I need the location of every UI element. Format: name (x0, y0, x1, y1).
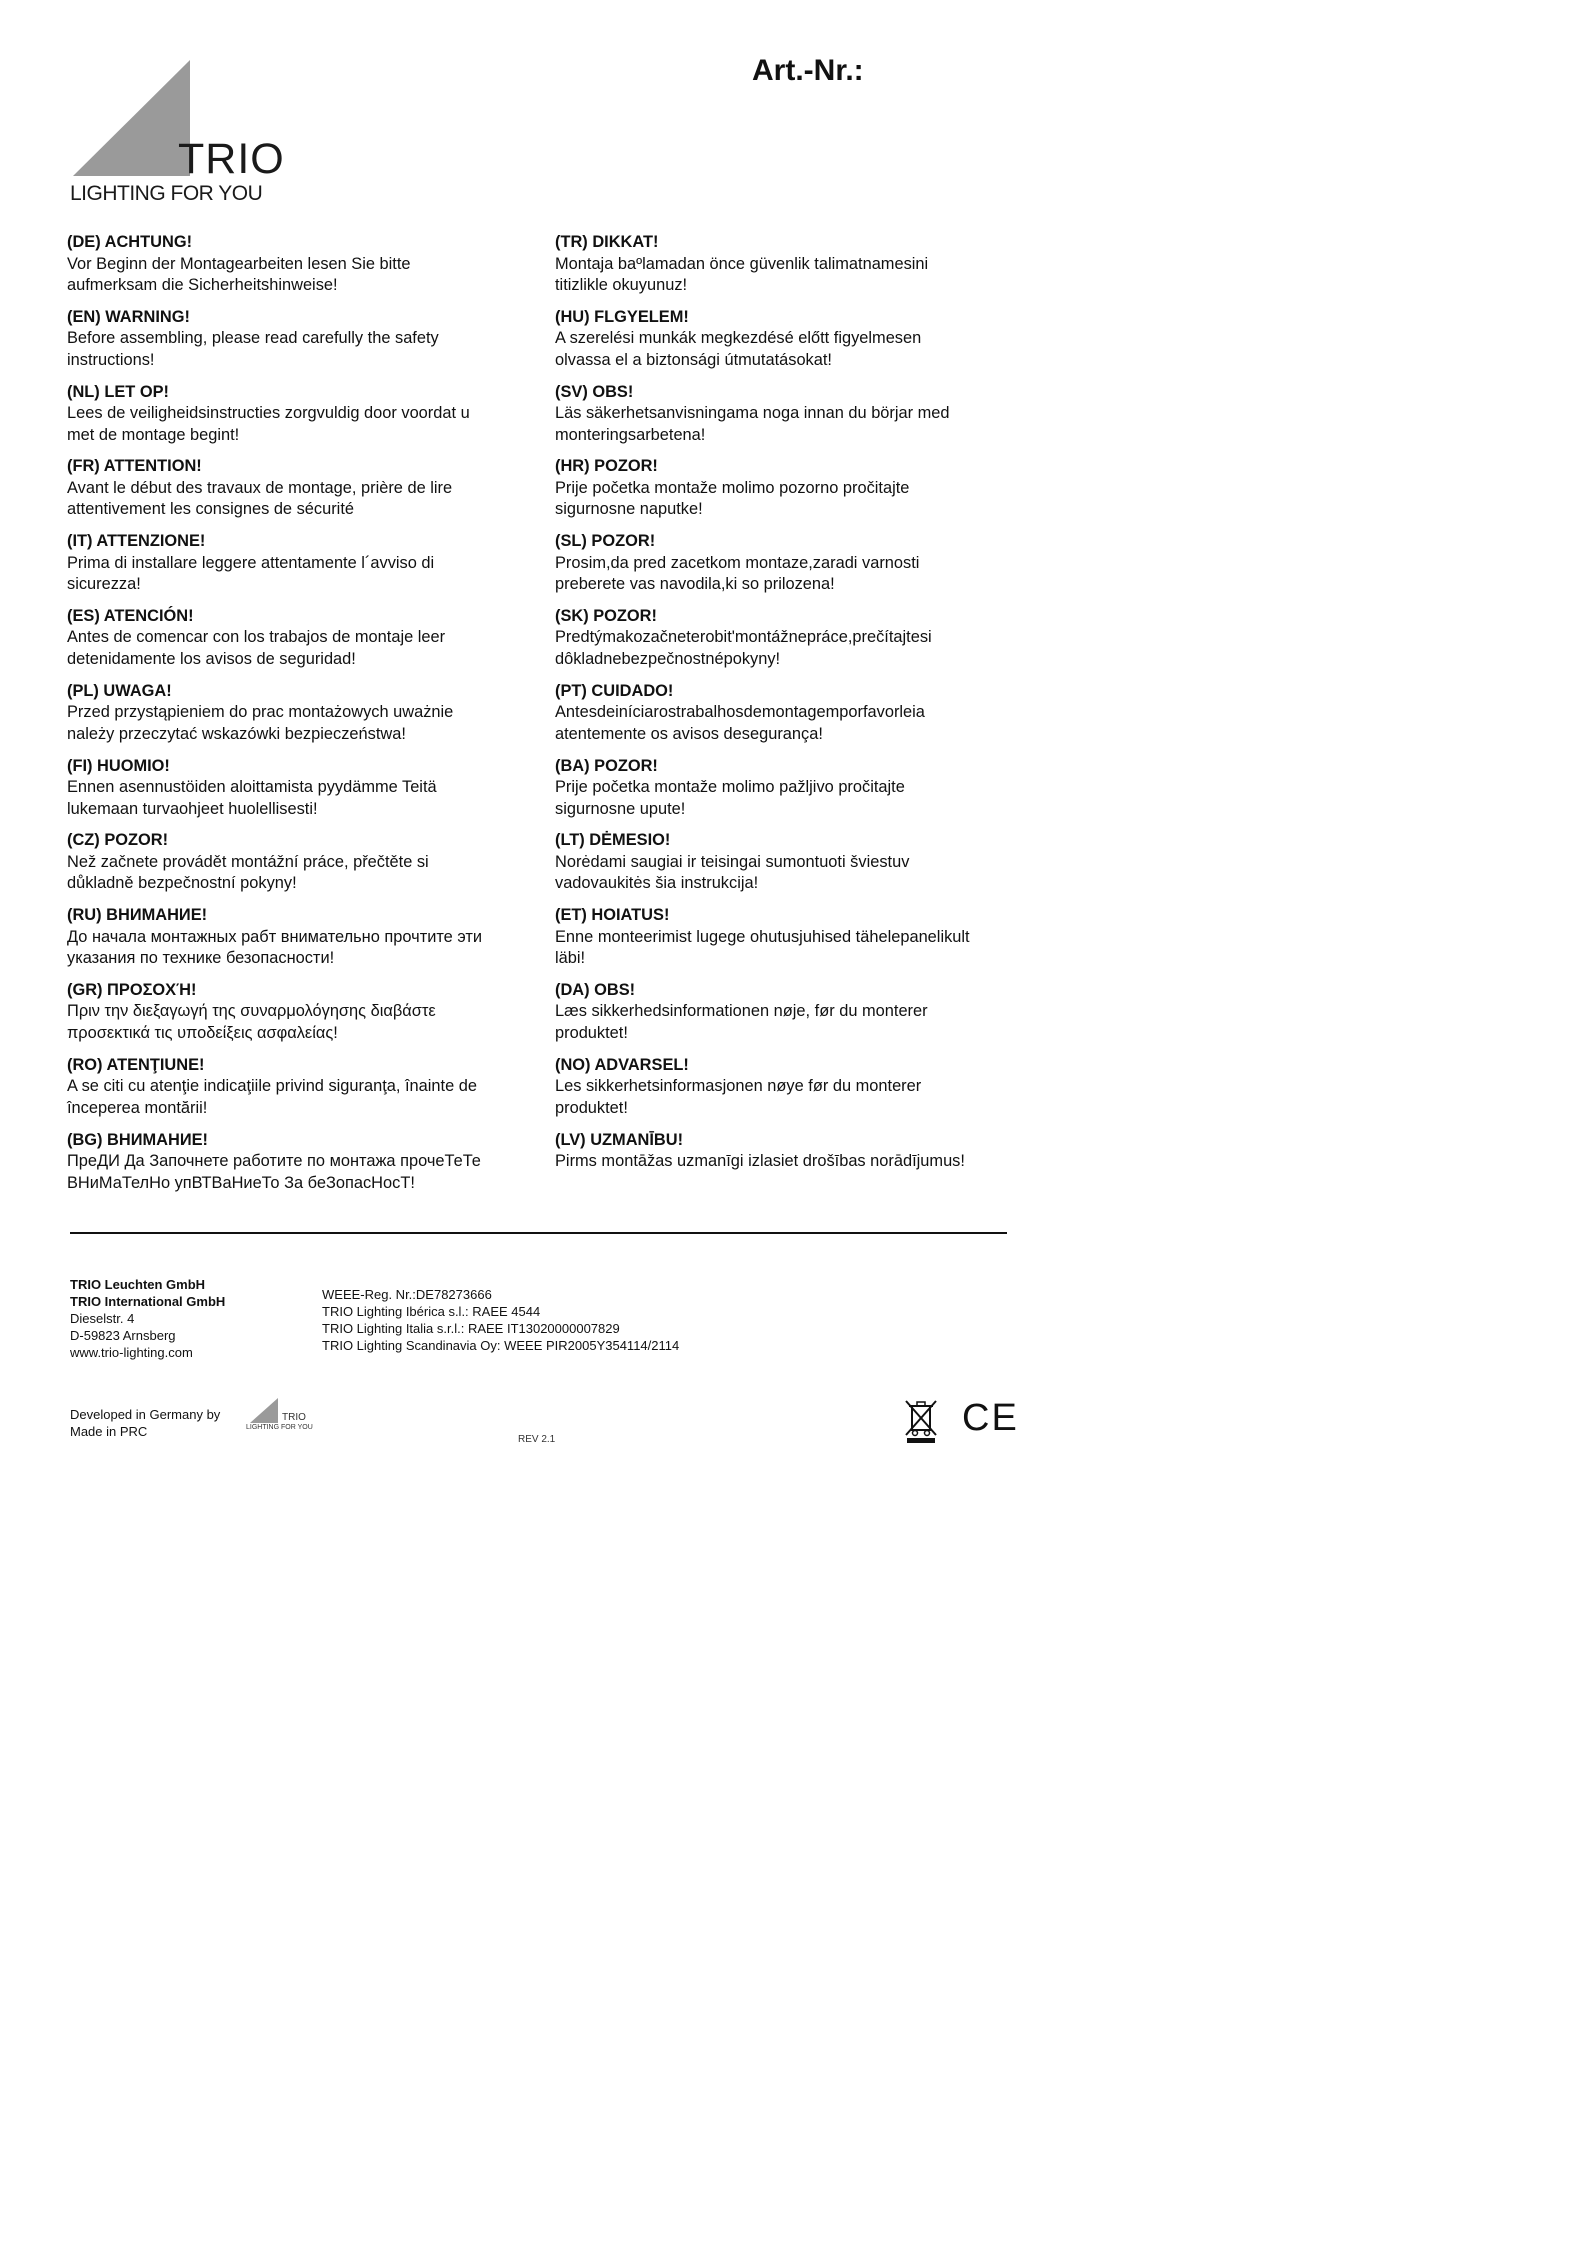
warning-heading: (LV) UZMANĪBU! (555, 1130, 684, 1149)
mini-logo-wordmark: TRIO (282, 1412, 306, 1423)
trio-logo (70, 58, 290, 208)
warning-text: Les sikkerhetsinformasjonen nøye før du monterer (555, 1077, 922, 1096)
warning-text: läbi! (555, 949, 586, 968)
warning-text: Pirms montāžas uzmanīgi izlasiet drošības norādījumus! (555, 1152, 965, 1171)
warning-text: met de montage begint! (67, 425, 240, 444)
warning-cz (67, 830, 537, 905)
warning-heading: (IT) ATTENZIONE! (67, 532, 206, 551)
warning-fr (67, 456, 537, 531)
warning-ru (67, 905, 537, 980)
warning-text: Ennen asennustöiden aloittamista pyydämme Teitä (67, 778, 437, 797)
warning-lv (555, 1130, 1025, 1205)
warning-heading: (RO) ATENŢIUNE! (67, 1055, 205, 1074)
warning-text: vadovaukitės šia instrukcija! (555, 874, 759, 893)
warning-heading: (GR) ΠΡΟΣΟΧΉ! (67, 980, 197, 999)
weee-line: TRIO Lighting Ibérica s.l.: RAEE 4544 (322, 1304, 541, 1319)
warning-text: указания по технике безопасности! (67, 949, 335, 968)
warning-text: începerea montării! (67, 1098, 208, 1117)
warning-es (67, 606, 537, 681)
warning-heading: (PL) UWAGA! (67, 681, 172, 700)
mini-trio-logo (246, 1396, 313, 1432)
warning-lt (555, 830, 1025, 905)
company-address (70, 1276, 225, 1361)
warning-text: Norėdami saugiai ir teisingai sumontuoti šviestuv (555, 852, 910, 871)
weee-line: WEEE-Reg. Nr.:DE78273666 (322, 1287, 492, 1302)
warning-tr (555, 232, 1025, 307)
warning-text: Przed przystąpieniem do prac montażowych uważnie (67, 703, 454, 722)
warning-et (555, 905, 1025, 980)
warning-text: Prije početka montaže molimo pozorno pročitajte (555, 478, 910, 497)
warning-heading: (ET) HOIATUS! (555, 906, 670, 925)
warning-heading: (ES) ATENCIÓN! (67, 606, 194, 625)
warning-text: produktet! (555, 1023, 628, 1042)
warning-text: Vor Beginn der Montagearbeiten lesen Sie bitte (67, 254, 411, 273)
made-in: Made in PRC (70, 1424, 148, 1439)
warning-da (555, 980, 1025, 1055)
warning-text: lukemaan turvaohjeet huolellisesti! (67, 799, 318, 818)
warning-pt (555, 681, 1025, 756)
mini-logo-tagline: LIGHTING FOR YOU (246, 1424, 313, 1431)
warning-heading: (TR) DIKKAT! (555, 233, 659, 251)
warning-text: προσεκτικά τις υποδείξεις ασφαλείας! (67, 1023, 338, 1042)
origin-info (70, 1406, 220, 1440)
weee-line: TRIO Lighting Italia s.r.l.: RAEE IT13020000007829 (322, 1321, 620, 1336)
warning-text: Prije početka montaže molimo pažljivo pročitajte (555, 778, 905, 797)
warning-text: A se citi cu atenţie indicaţiile privind siguranţa, înainte de (67, 1077, 478, 1096)
warning-text: attentivement les consignes de sécurité (67, 500, 354, 519)
crossed-bin-icon (902, 1398, 942, 1444)
warning-text: Læs sikkerhedsinformationen nøje, før du monterer (555, 1002, 928, 1021)
warning-heading: (LT) DĖMESIO! (555, 831, 671, 850)
warnings-right-column (555, 232, 1025, 1204)
warning-text: Antesdeiníciarostrabalhosdemontagemporfavorleia (555, 703, 925, 722)
warning-fi (67, 756, 537, 831)
warning-sk (555, 606, 1025, 681)
warning-text: Before assembling, please read carefully the safety (67, 329, 439, 348)
warning-bg (67, 1130, 537, 1205)
warning-text: produktet! (555, 1098, 628, 1117)
warning-text: A szerelési munkák megkezdésé előtt figyelmesen (555, 329, 922, 348)
company-website: www.trio-lighting.com (70, 1345, 193, 1360)
article-number-label: Art.-Nr.: (752, 54, 864, 87)
warning-nl (67, 382, 537, 457)
logo-tagline: LIGHTING FOR YOU (70, 182, 263, 205)
warning-text: ВНиМаТелНо упВТВаНиеТо За беЗопасНосТ! (67, 1173, 415, 1192)
warning-heading: (NL) LET OP! (67, 382, 169, 401)
warning-de (67, 232, 537, 307)
warning-text: atentemente os avisos desegurança! (555, 724, 823, 743)
warning-ro (67, 1055, 537, 1130)
warning-text: Antes de comenсar con los trabajos de montaje leer (67, 628, 446, 647)
warnings-left-column (67, 232, 537, 1204)
warning-heading: (DA) OBS! (555, 980, 636, 999)
warning-text: Avant le début des travaux de montage, prière de lire (67, 478, 453, 497)
warning-text: Predtýmakozačneterobit'montážnepráce,prečítajtesi (555, 628, 932, 647)
footer-divider (70, 1232, 1007, 1234)
warning-heading: (NO) ADVARSEL! (555, 1055, 689, 1074)
warning-text: Lees de veiligheidsinstructies zorgvuldig door voordat u (67, 404, 470, 423)
warning-heading: (SV) OBS! (555, 382, 634, 401)
warning-text: důkladně bezpečnostní pokyny! (67, 874, 297, 893)
warning-text: należy przeczytać wskazówki bezpieczeństwa! (67, 724, 406, 743)
warning-heading: (BG) ВНИМАНИЕ! (67, 1130, 209, 1149)
warning-text: sigurnosne naputke! (555, 500, 703, 519)
warning-pl (67, 681, 537, 756)
company-name-1: TRIO Leuchten GmbH (70, 1277, 206, 1292)
warning-text: preberete vas navodila,ki so prilozena! (555, 575, 835, 594)
warning-text: instructions! (67, 350, 155, 369)
warning-heading: (CZ) POZOR! (67, 831, 169, 850)
warning-text: Prima di installare leggere attentamente l´avviso di (67, 553, 435, 572)
company-street: Dieselstr. 4 (70, 1311, 135, 1326)
warning-ba (555, 756, 1025, 831)
warning-text: ПреДИ Да Започнете работите по монтажа прочеТеТе (67, 1152, 481, 1171)
warning-en (67, 307, 537, 382)
logo-wordmark: TRIO (178, 135, 285, 183)
weee-line: TRIO Lighting Scandinavia Oy: WEEE PIR2005Y354114/2114 (322, 1338, 680, 1353)
warning-no (555, 1055, 1025, 1130)
warning-gr (67, 980, 537, 1055)
warning-heading: (DE) ACHTUNG! (67, 233, 193, 251)
warning-text: До начала монтажных рабт внимательно прочтите эти (67, 927, 483, 946)
weee-registration (322, 1286, 679, 1354)
warning-text: aufmerksam die Sicherheitshinweise! (67, 276, 338, 294)
warning-text: olvassa el a biztonsági útmutatásokat! (555, 350, 832, 369)
warning-sv (555, 382, 1025, 457)
warning-text: dôkladnebezpečnostnépokyny! (555, 649, 781, 668)
warning-sl (555, 531, 1025, 606)
warning-text: sicurezza! (67, 575, 141, 594)
ce-mark-icon: CE (962, 1397, 1019, 1439)
warning-heading: (FI) HUOMIO! (67, 756, 170, 775)
warning-text: Πριν την διεξαγωγή της συναρμολόγησης διαβάστε (67, 1002, 436, 1021)
warning-text: detenidamente los avisos de seguridad! (67, 649, 356, 668)
revision-label: REV 2.1 (518, 1434, 556, 1445)
warning-text: sigurnosne upute! (555, 799, 686, 818)
warning-heading: (RU) ВНИМАНИЕ! (67, 906, 208, 925)
warning-text: Läs säkerhetsanvisningama noga innan du börjar med (555, 404, 950, 423)
warning-hu (555, 307, 1025, 382)
warning-hr (555, 456, 1025, 531)
warning-heading: (BA) POZOR! (555, 756, 658, 775)
warning-heading: (FR) ATTENTION! (67, 457, 202, 476)
warning-heading: (HU) FLGYELEM! (555, 307, 689, 326)
warning-heading: (EN) WARNING! (67, 307, 190, 326)
warning-heading: (SK) POZOR! (555, 606, 657, 625)
warning-text: Prosim,da pred zacetkom montaze,zaradi varnosti (555, 553, 920, 572)
company-city: D-59823 Arnsberg (70, 1328, 176, 1343)
warning-text: titizlikle okuyunuz! (555, 276, 688, 294)
warning-text: Než začnete provádět montážní práce, přečtěte si (67, 852, 429, 871)
developed-in: Developed in Germany by (70, 1407, 221, 1422)
warning-text: Enne monteerimist lugege ohutusjuhised tähelepanelikult (555, 927, 970, 946)
warning-it (67, 531, 537, 606)
warning-heading: (PT) CUIDADO! (555, 681, 674, 700)
warning-heading: (SL) POZOR! (555, 532, 656, 551)
warning-text: monteringsarbetena! (555, 425, 706, 444)
warning-text: Montaja baºlamadan önce güvenlik talimatnamesini (555, 254, 929, 273)
warning-heading: (HR) POZOR! (555, 457, 658, 476)
company-name-2: TRIO International GmbH (70, 1294, 226, 1309)
